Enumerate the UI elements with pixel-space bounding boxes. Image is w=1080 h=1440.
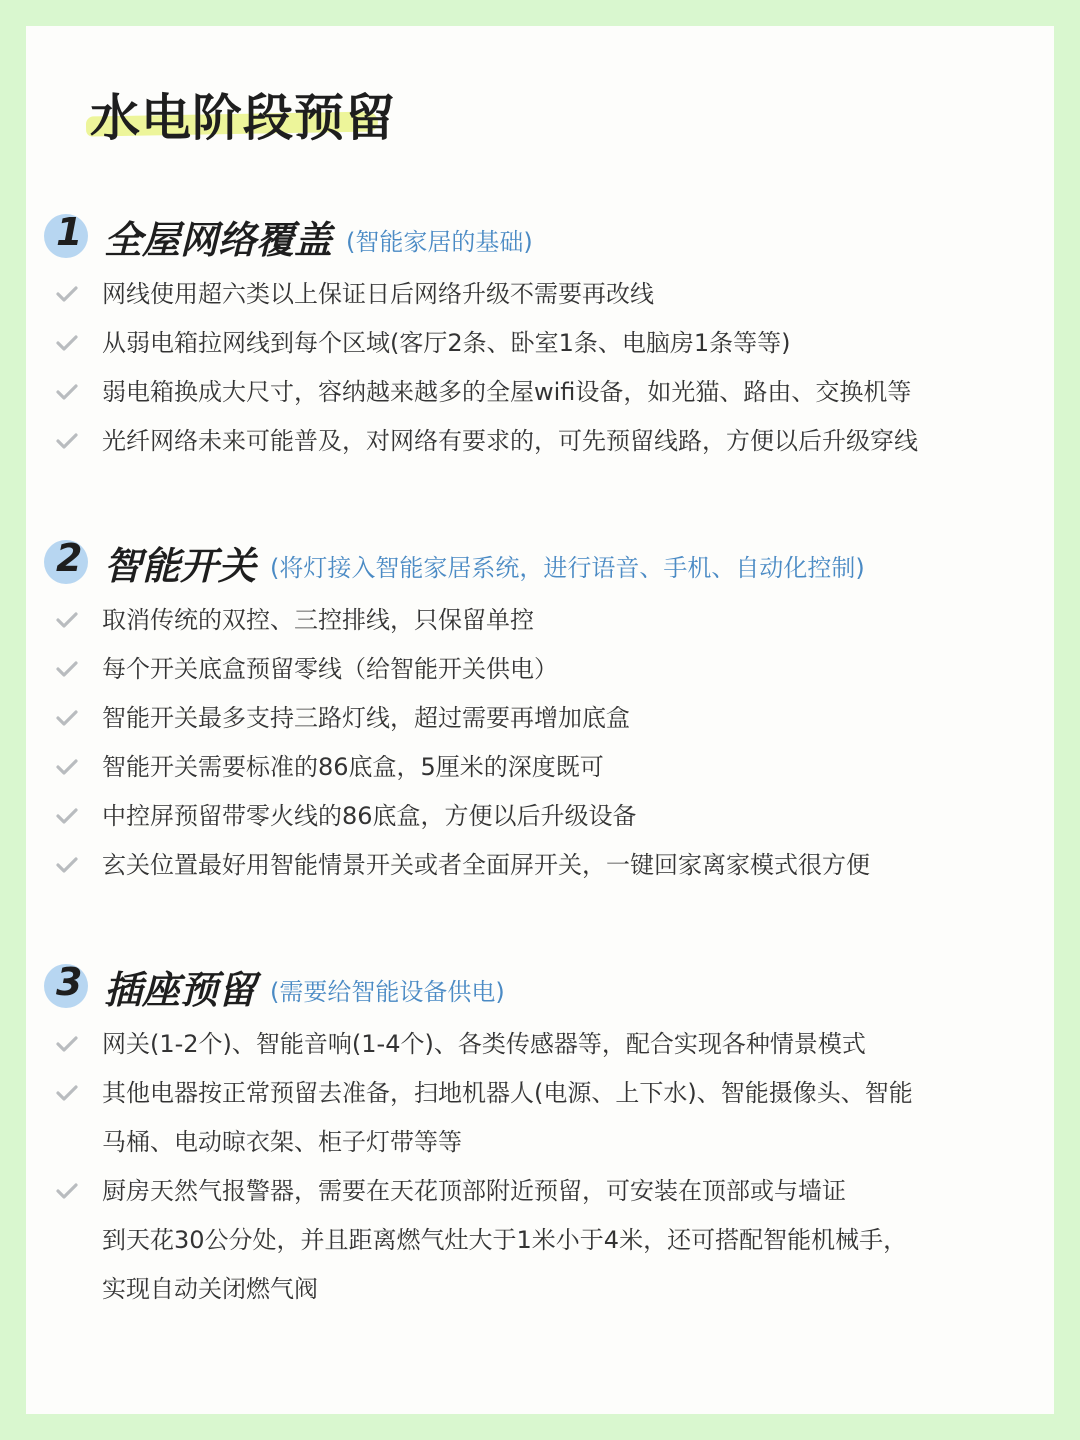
list-item: [44, 792, 1004, 841]
section-subtitle: (需要给智能设备供电): [270, 977, 505, 1006]
section-subtitle: (将灯接入智能家居系统，进行语音、手机、自动化控制): [270, 553, 865, 582]
page-title-block: [86, 78, 396, 148]
list-item: [44, 1167, 1004, 1314]
list-item: [44, 368, 1004, 417]
list-item-text: 从弱电箱拉网线到每个区域(客厅2条、卧室1条、电脑房1条等等): [102, 329, 791, 357]
check-icon: [56, 1183, 78, 1199]
list-item-text: 智能开关需要标准的86底盒，5厘米的深度既可: [102, 753, 604, 781]
check-icon: [56, 857, 78, 873]
section-number-badge: [44, 210, 88, 258]
list-item-text: 网关(1-2个)、智能音响(1-4个)、各类传感器等，配合实现各种情景模式: [102, 1030, 866, 1058]
list-item-text: 取消传统的双控、三控排线，只保留单控: [102, 606, 534, 634]
check-icon: [56, 335, 78, 351]
section-item-list: [44, 596, 1004, 890]
list-item-text: 网线使用超六类以上保证日后网络升级不需要再改线: [102, 280, 654, 308]
section-number-badge: [44, 960, 88, 1008]
check-icon: [56, 1085, 78, 1101]
check-icon: [56, 384, 78, 400]
section-number: 2: [56, 536, 83, 580]
list-item: [44, 319, 1004, 368]
list-item: [44, 694, 1004, 743]
list-item-text: 每个开关底盒预留零线（给智能开关供电）: [102, 655, 558, 683]
check-icon: [56, 808, 78, 824]
section-header: [44, 208, 1004, 264]
list-item-text: 中控屏预留带零火线的86底盒，方便以后升级设备: [102, 802, 637, 830]
list-item-text: 实现自动关闭燃气阀: [102, 1275, 318, 1303]
section-title: 插座预留: [104, 967, 257, 1012]
section-number: 1: [56, 210, 83, 254]
list-item-text: 玄关位置最好用智能情景开关或者全面屏开关，一键回家离家模式很方便: [102, 851, 870, 879]
list-item: [44, 841, 1004, 890]
section-item-list: [44, 270, 1004, 466]
section-smart-switch: [44, 534, 1004, 890]
list-item-text: 弱电箱换成大尺寸，容纳越来越多的全屋wifi设备，如光猫、路由、交换机等: [102, 378, 912, 406]
section-item-list: [44, 1020, 1004, 1314]
section-header: [44, 958, 1004, 1014]
page-title: 水电阶段预留: [90, 89, 396, 147]
section-number: 3: [56, 960, 83, 1004]
check-icon: [56, 1036, 78, 1052]
list-item-text: 光纤网络未来可能普及，对网络有要求的，可先预留线路，方便以后升级穿线: [102, 427, 918, 455]
section-title: 智能开关: [104, 543, 257, 588]
list-item: [44, 1020, 1004, 1069]
check-icon: [56, 661, 78, 677]
section-socket-reserve: [44, 958, 1004, 1314]
check-icon: [56, 286, 78, 302]
list-item: [44, 596, 1004, 645]
section-header: [44, 534, 1004, 590]
list-item: [44, 743, 1004, 792]
check-icon: [56, 433, 78, 449]
check-icon: [56, 710, 78, 726]
check-icon: [56, 759, 78, 775]
list-item: [44, 417, 1004, 466]
list-item: [44, 1069, 1004, 1167]
section-network-coverage: [44, 208, 1004, 466]
section-subtitle: (智能家居的基础): [346, 227, 533, 256]
list-item: [44, 270, 1004, 319]
list-item-text: 厨房天然气报警器，需要在天花顶部附近预留，可安装在顶部或与墙证: [102, 1177, 846, 1205]
list-item-text: 其他电器按正常预留去准备，扫地机器人(电源、上下水)、智能摄像头、智能: [102, 1079, 913, 1107]
list-item-text: 马桶、电动晾衣架、柜子灯带等等: [102, 1128, 462, 1156]
section-title: 全屋网络覆盖: [104, 217, 333, 262]
section-number-badge: [44, 536, 88, 584]
list-item-text: 到天花30公分处，并且距离燃气灶大于1米小于4米，还可搭配智能机械手，: [102, 1226, 908, 1254]
check-icon: [56, 612, 78, 628]
list-item: [44, 645, 1004, 694]
list-item-text: 智能开关最多支持三路灯线，超过需要再增加底盒: [102, 704, 630, 732]
